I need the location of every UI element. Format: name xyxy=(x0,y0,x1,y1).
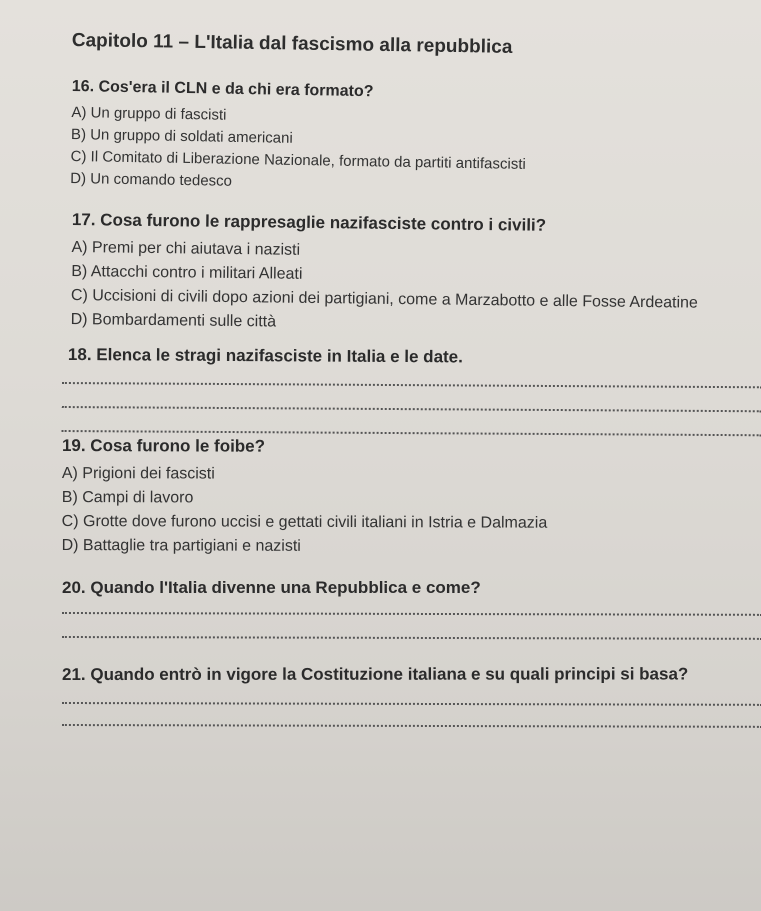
answer-line[interactable] xyxy=(62,382,761,388)
question-16-text: 16. Cos'era il CLN e da chi era formato? xyxy=(71,78,374,101)
question-16 xyxy=(70,78,527,198)
question-19-option-a: A) Prigioni dei fascisti xyxy=(61,464,215,483)
question-17-text: 17. Cosa furono le rappresaglie nazifasciste contro i civili? xyxy=(71,210,547,235)
question-16-option-c: C) Il Comitato di Liberazione Nazionale, formato da partiti antifascisti xyxy=(70,147,526,173)
question-19-text: 19. Cosa furono le foibe? xyxy=(61,436,266,456)
question-17-option-d: D) Bombardamenti sulle città xyxy=(70,310,277,331)
answer-line[interactable] xyxy=(62,430,761,436)
question-21 xyxy=(62,664,688,691)
question-18-answer-area xyxy=(62,368,761,436)
question-17-option-a: A) Premi per chi aiutava i nazisti xyxy=(71,238,301,259)
question-20-text: 20. Quando l'Italia divenne una Repubblica e come? xyxy=(62,578,481,597)
question-21-text: 21. Quando entrò in vigore la Costituzione italiana e su quali principi si basa? xyxy=(62,664,689,684)
question-20-answer-area xyxy=(62,598,761,640)
answer-line[interactable] xyxy=(62,636,761,640)
question-16-option-b: B) Un gruppo di soldati americani xyxy=(70,125,293,147)
chapter-title: Capitolo 11 – L'Italia dal fascismo alla repubblica xyxy=(71,30,513,58)
question-19-option-c: C) Grotte dove furono uccisi e gettati civili italiani in Istria e Dalmazia xyxy=(61,512,548,532)
answer-line[interactable] xyxy=(62,612,761,616)
question-19-option-b: B) Campi di lavoro xyxy=(61,488,194,507)
question-17 xyxy=(71,210,699,340)
answer-line[interactable] xyxy=(62,724,761,728)
question-21-answer-area xyxy=(62,688,761,728)
question-19 xyxy=(62,436,548,560)
answer-line[interactable] xyxy=(62,702,761,706)
question-16-option-a: A) Un gruppo di fascisti xyxy=(71,103,227,124)
answer-line[interactable] xyxy=(62,406,761,412)
question-17-option-b: B) Attacchi contro i militari Alleati xyxy=(71,262,303,283)
question-18-text: 18. Elenca le stragi nazifasciste in Italia e le date. xyxy=(67,345,463,367)
question-16-option-d: D) Un comando tedesco xyxy=(70,169,233,190)
question-17-option-c: C) Uccisioni di civili dopo azioni dei partigiani, come a Marzabotto e alle Fosse Ardeatine xyxy=(70,286,698,312)
question-19-option-d: D) Battaglie tra partigiani e nazisti xyxy=(61,536,301,555)
